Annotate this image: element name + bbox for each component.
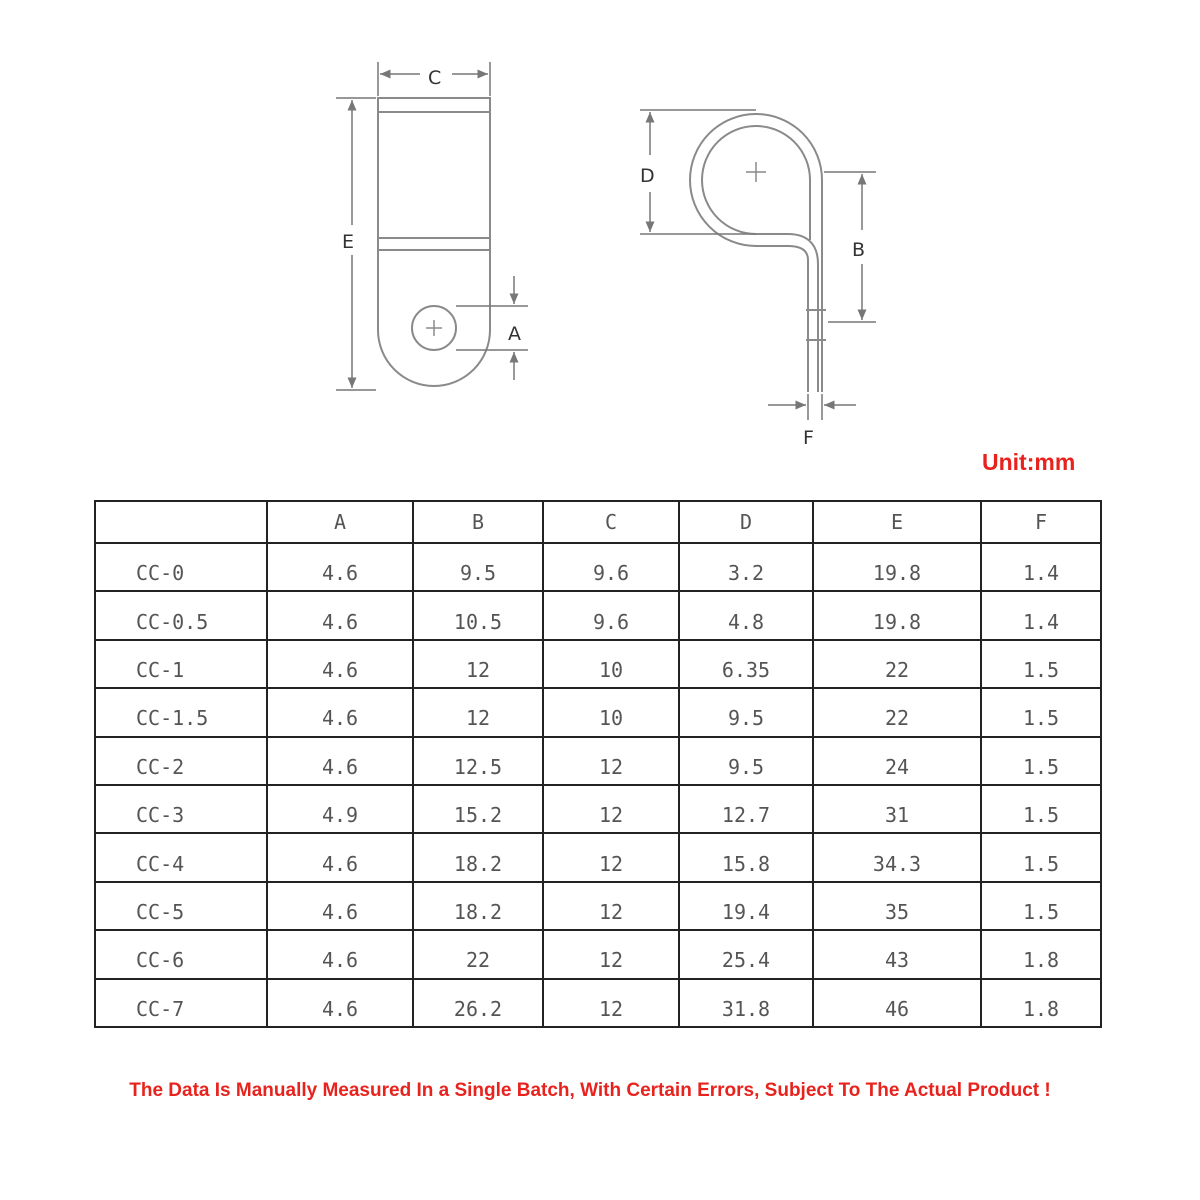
unit-label: Unit:mm [982,449,1076,475]
value-cell: 10 [543,640,679,688]
value-cell: 12 [543,833,679,881]
value-cell: 35 [813,882,981,930]
value-cell: 1.8 [981,930,1101,978]
model-cell: CC-6 [95,930,267,978]
value-cell: 12.5 [413,737,543,785]
value-cell: 22 [813,688,981,736]
value-cell: 4.6 [267,979,413,1027]
value-cell: 4.9 [267,785,413,833]
value-cell: 10.5 [413,591,543,639]
header-cell-f: F [981,501,1101,543]
value-cell: 19.8 [813,543,981,591]
value-cell: 1.5 [981,640,1101,688]
label-b: B [852,239,866,261]
value-cell: 10 [543,688,679,736]
value-cell: 3.2 [679,543,813,591]
table-row [95,688,1101,736]
value-cell: 9.5 [679,688,813,736]
table-row [95,785,1101,833]
model-cell: CC-7 [95,979,267,1027]
value-cell: 1.4 [981,543,1101,591]
value-cell: 15.8 [679,833,813,881]
value-cell: 4.6 [267,543,413,591]
model-cell: CC-3 [95,785,267,833]
value-cell: 43 [813,930,981,978]
value-cell: 4.6 [267,640,413,688]
model-cell: CC-0.5 [95,591,267,639]
value-cell: 9.6 [543,543,679,591]
value-cell: 24 [813,737,981,785]
value-cell: 19.4 [679,882,813,930]
value-cell: 19.8 [813,591,981,639]
value-cell: 26.2 [413,979,543,1027]
value-cell: 4.6 [267,930,413,978]
value-cell: 18.2 [413,882,543,930]
value-cell: 9.5 [679,737,813,785]
footer-note: The Data Is Manually Measured In a Single Batch, With Certain Errors, Subject To The Actual Product ! [129,1080,1051,1101]
table-row [95,833,1101,881]
value-cell: 1.5 [981,882,1101,930]
value-cell: 9.6 [543,591,679,639]
value-cell: 1.4 [981,591,1101,639]
value-cell: 12 [543,979,679,1027]
label-a: A [508,323,521,345]
spec-table [94,500,1102,1028]
value-cell: 12 [543,785,679,833]
value-cell: 31 [813,785,981,833]
value-cell: 1.5 [981,833,1101,881]
front-view [378,98,490,386]
value-cell: 4.8 [679,591,813,639]
label-f: F [803,427,814,449]
value-cell: 22 [813,640,981,688]
value-cell: 4.6 [267,688,413,736]
label-c: C [428,67,442,89]
header-cell-b: B [413,501,543,543]
header-cell-e: E [813,501,981,543]
header-cell-d: D [679,501,813,543]
model-cell: CC-0 [95,543,267,591]
value-cell: 46 [813,979,981,1027]
value-cell: 12 [543,882,679,930]
spec-table-body [95,543,1101,1027]
value-cell: 4.6 [267,737,413,785]
value-cell: 31.8 [679,979,813,1027]
model-cell: CC-1.5 [95,688,267,736]
value-cell: 12 [543,930,679,978]
value-cell: 4.6 [267,591,413,639]
model-cell: CC-5 [95,882,267,930]
value-cell: 34.3 [813,833,981,881]
label-e: E [342,231,355,253]
header-cell-c: C [543,501,679,543]
table-row [95,979,1101,1027]
value-cell: 18.2 [413,833,543,881]
value-cell: 4.6 [267,882,413,930]
header-cell-a: A [267,501,413,543]
value-cell: 6.35 [679,640,813,688]
table-row [95,640,1101,688]
clip-dimension-drawing [0,0,1200,470]
value-cell: 1.8 [981,979,1101,1027]
table-row [95,543,1101,591]
header-cell-empty [95,501,267,543]
table-header-row [95,501,1101,543]
value-cell: 4.6 [267,833,413,881]
model-cell: CC-2 [95,737,267,785]
table-row [95,882,1101,930]
side-view [690,114,826,392]
value-cell: 1.5 [981,688,1101,736]
model-cell: CC-1 [95,640,267,688]
value-cell: 1.5 [981,785,1101,833]
value-cell: 12 [413,640,543,688]
table-row [95,737,1101,785]
value-cell: 22 [413,930,543,978]
value-cell: 25.4 [679,930,813,978]
value-cell: 15.2 [413,785,543,833]
model-cell: CC-4 [95,833,267,881]
table-row [95,591,1101,639]
value-cell: 9.5 [413,543,543,591]
value-cell: 1.5 [981,737,1101,785]
value-cell: 12 [413,688,543,736]
value-cell: 12.7 [679,785,813,833]
label-d: D [640,165,655,187]
value-cell: 12 [543,737,679,785]
table-row [95,930,1101,978]
